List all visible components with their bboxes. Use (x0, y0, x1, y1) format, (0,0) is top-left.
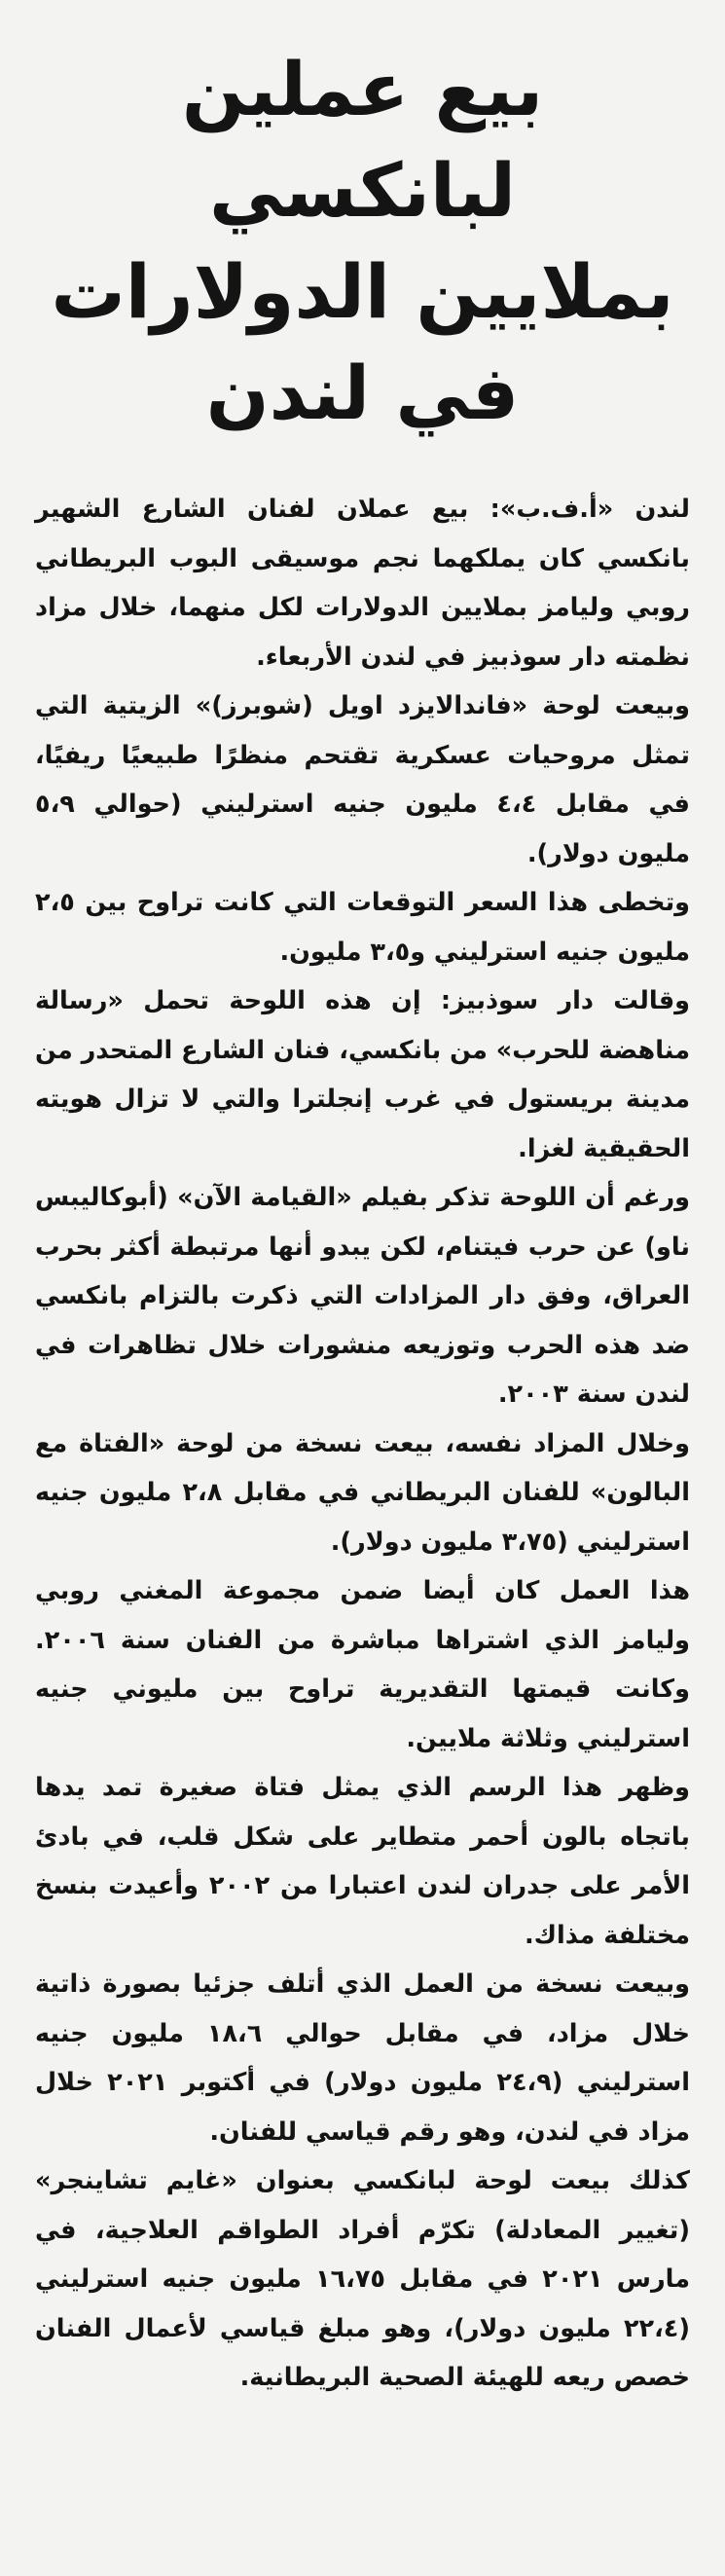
dateline: لندن «أ.ف.ب»: (489, 495, 690, 524)
paragraph-2: وبيعت لوحة «فاندالايزد اويل (شوبرز)» الزيتية التي تمثل مروحيات عسكرية تقتحم منظرًا طبيعيًا ريفيًا، في مقابل ٤،٤ مليون جنيه استرليني (حوالي ٥،٩ مليون دولار). (35, 691, 690, 868)
paragraph-10: كذلك بيعت لوحة لبانكسي بعنوان «غايم تشاينجر» (تغيير المعادلة) تكرّم أفراد الطواقم العلاجية، في مارس ٢٠٢١ في مقابل ١٦،٧٥ مليون جنيه استرليني (٢٢،٤ مليون دولار)، وهو مبلغ قياسي لأعمال الفنان خصص ريعه للهيئة الصحية البريطانية. (35, 2166, 691, 2392)
headline-line-3: في لندن (205, 350, 520, 436)
paragraph-1 (35, 485, 690, 681)
headline-line-2: بملايين الدولارات (51, 248, 674, 335)
article-headline (35, 39, 690, 444)
paragraph-4: وقالت دار سوذبيز: إن هذه اللوحة تحمل «رسالة مناهضة للحرب» من بانكسي، فنان الشارع المتحدر من مدينة بريستول في غرب إنجلترا والتي لا تزال هويته الحقيقية لغزا. (35, 986, 690, 1163)
paragraph-7: هذا العمل كان أيضا ضمن مجموعة المغني روبي وليامز الذي اشتراها مباشرة من الفنان سنة ٢٠٠٦. وكانت قيمتها التقديرية تراوح بين مليوني جنيه استرليني وثلاثة ملايين. (35, 1576, 690, 1753)
paragraph-1-text: بيع عملان لفنان الشارع الشهير بانكسي كان يملكهما نجم موسيقى البوب البريطاني روبي وليامز بملايين الدولارات لكل منهما، خلال مزاد نظمته دار سوذبيز في لندن الأربعاء. (35, 495, 690, 672)
paragraph-5: ورغم أن اللوحة تذكر بفيلم «القيامة الآن» (أبوكاليبس ناو) عن حرب فيتنام، لكن يبدو أنها مرتبطة أكثر بحرب العراق، وفق دار المزادات التي ذكرت بالتزام بانكسي ضد هذه الحرب وتوزيعه منشورات خلال تظاهرات في لندن سنة ٢٠٠٣. (35, 1183, 690, 1409)
paragraph-3: وتخطى هذا السعر التوقعات التي كانت تراوح بين ٢،٥ مليون جنيه استرليني و٣،٥ مليون. (35, 888, 690, 967)
paragraph-6: وخلال المزاد نفسه، بيعت نسخة من لوحة «الفتاة مع البالون» للفنان البريطاني في مقابل ٢،٨ مليون جنيه استرليني (٣،٧٥ مليون دولار). (35, 1428, 690, 1557)
paragraph-9: وبيعت نسخة من العمل الذي أتلف جزئيا بصورة ذاتية خلال مزاد، في مقابل حوالي ١٨،٦ مليون جنيه استرليني (٢٤،٩ مليون دولار) في أكتوبر ٢٠٢١ خلال مزاد في لندن، وهو رقم قياسي للفنان. (35, 1969, 690, 2147)
paragraph-8: وظهر هذا الرسم الذي يمثل فتاة صغيرة تمد يدها باتجاه بالون أحمر متطاير على شكل قلب، في بادئ الأمر على جدران لندن اعتبارا من ٢٠٠٢ وأعيدت بنسخ مختلفة مذاك. (35, 1773, 690, 1950)
article-body (35, 485, 690, 2403)
headline-line-1: بيع عملين لبانكسي (181, 46, 544, 234)
